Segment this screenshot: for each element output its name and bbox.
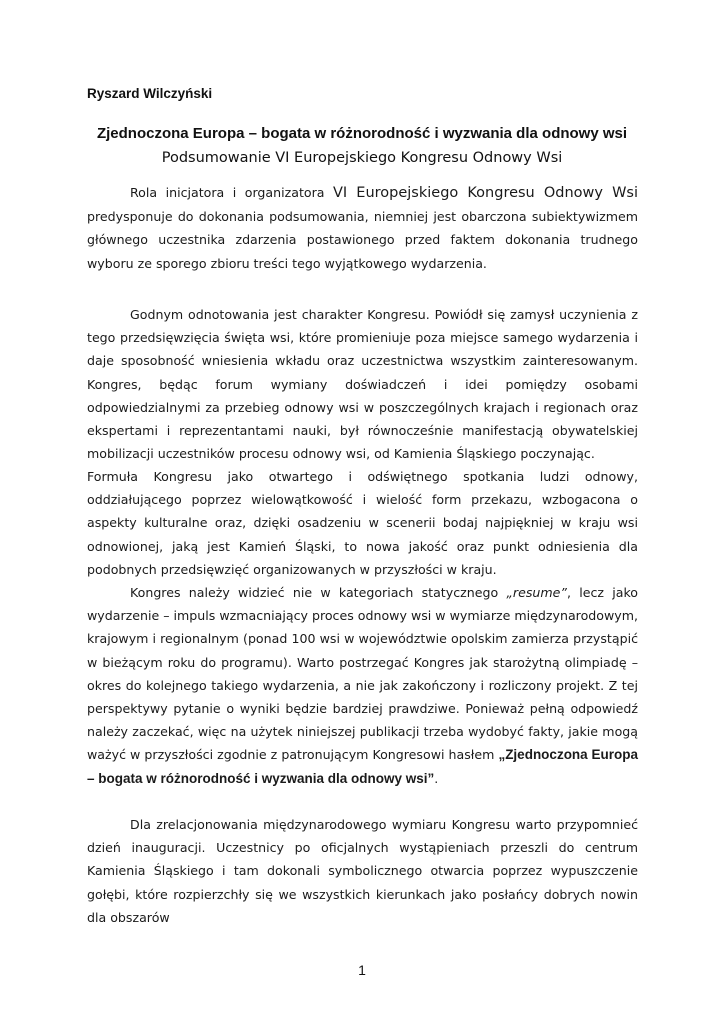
document-subtitle: Podsumowanie VI Europejskiego Kongresu Odnowy Wsi bbox=[161, 150, 563, 166]
paragraph-3-text: Formuła Kongresu jako otwartego i odświętnego spotkania ludzi odnowy, oddziałującego poprzez wielowątkowość i wielość form przekazu, wzbogacona o aspekty kulturalne oraz, dzięki osadzeniu w scenerii bodaj najpiękniej w kraju wsi odnowionej, jaką jest Kamień Śląski, to nowa jakość oraz punkt odniesienia dla podobnych przedsięwzięć organizowanych w przyszłości w kraju. bbox=[87, 469, 638, 577]
document-title: Zjednoczona Europa – bogata w różnorodność i wyzwania dla odnowy wsi bbox=[96, 125, 628, 142]
paragraph-1-rest: predysponuje do dokonania podsumowania, niemniej jest obarczona subiektywizmem głównego uczestnika zdarzenia postawionego przed faktem dokonania trudnego wyboru ze sporego zbioru treści tego wyjątkowego wydarzenia. bbox=[87, 209, 638, 271]
paragraph-2-text: Godnym odnotowania jest charakter Kongresu. Powiódł się zamysł uczynienia z tego przedsięwzięcia święta wsi, które promieniuje poza miejsce samego wydarzenia i daje sposobność wniesienia wkładu oraz uczestnictwa wszystkim zainteresowanym. Kongres, będąc forum wymiany doświadczeń i idei pomiędzy osobami odpowiedzialnymi za przebieg odnowy wsi w poszczególnych krajach i regionach oraz ekspertami i reprezentantami nauki, był równocześnie manifestacją obywatelskiej mobilizacji uczestników procesu odnowy wsi, od Kamienia Śląskiego poczynając. bbox=[87, 307, 638, 462]
paragraph-5 bbox=[87, 813, 638, 929]
paragraph-1 bbox=[87, 181, 638, 275]
congress-slogan: „Zjednoczona Europa – bogata w różnorodność i wyzwania dla odnowy wsi” bbox=[87, 747, 638, 786]
paragraph-1-lead: Rola inicjatora i organizatora bbox=[130, 185, 333, 200]
paragraph-3 bbox=[87, 465, 638, 581]
paragraph-4-end: . bbox=[434, 770, 439, 786]
paragraph-4-lead: Kongres należy widzieć nie w kategoriach statycznego bbox=[130, 585, 507, 600]
author-name: Ryszard Wilczyński bbox=[87, 86, 213, 101]
paragraph-4 bbox=[87, 581, 638, 790]
paragraph-5-text: Dla zrelacjonowania międzynarodowego wymiaru Kongresu warto przypomnieć dzień inauguracji. Uczestnicy po oficjalnych wystąpieniach przeszli do centrum Kamienia Śląskiego i tam dokonali symbolicznego otwarcia poprzez wypuszczenie gołębi, które rozpierzchły się we wszystkich kierunkach jako posłańcy dobrych nowin dla obszarów bbox=[87, 817, 638, 925]
resume-quote: „resume” bbox=[506, 585, 567, 600]
paragraph-2 bbox=[87, 303, 638, 465]
page-number: 1 bbox=[358, 962, 366, 978]
congress-name: VI Europejskiego Kongresu Odnowy Wsi bbox=[332, 185, 638, 201]
paragraph-4-body: , lecz jako wydarzenie – impuls wzmacniający proces odnowy wsi w wymiarze międzynarodowym, krajowym i regionalnym (ponad 100 wsi w województwie opolskim zamierza przystąpić w bieżącym roku do programu). Warto postrzegać Kongres jak starożytną olimpiadę – okres do kolejnego takiego wydarzenia, a nie jak zakończony i rozliczony projekt. Z tej perspektywy pytanie o wyniki będzie bardziej prawdziwe. Ponieważ pełną odpowiedź należy zaczekać, więc na użytek niniejszej publikacji trzeba wydobyć fakty, jakie mogą ważyć w przyszłości zgodnie z patronującym Kongresowi hasłem bbox=[87, 585, 638, 763]
